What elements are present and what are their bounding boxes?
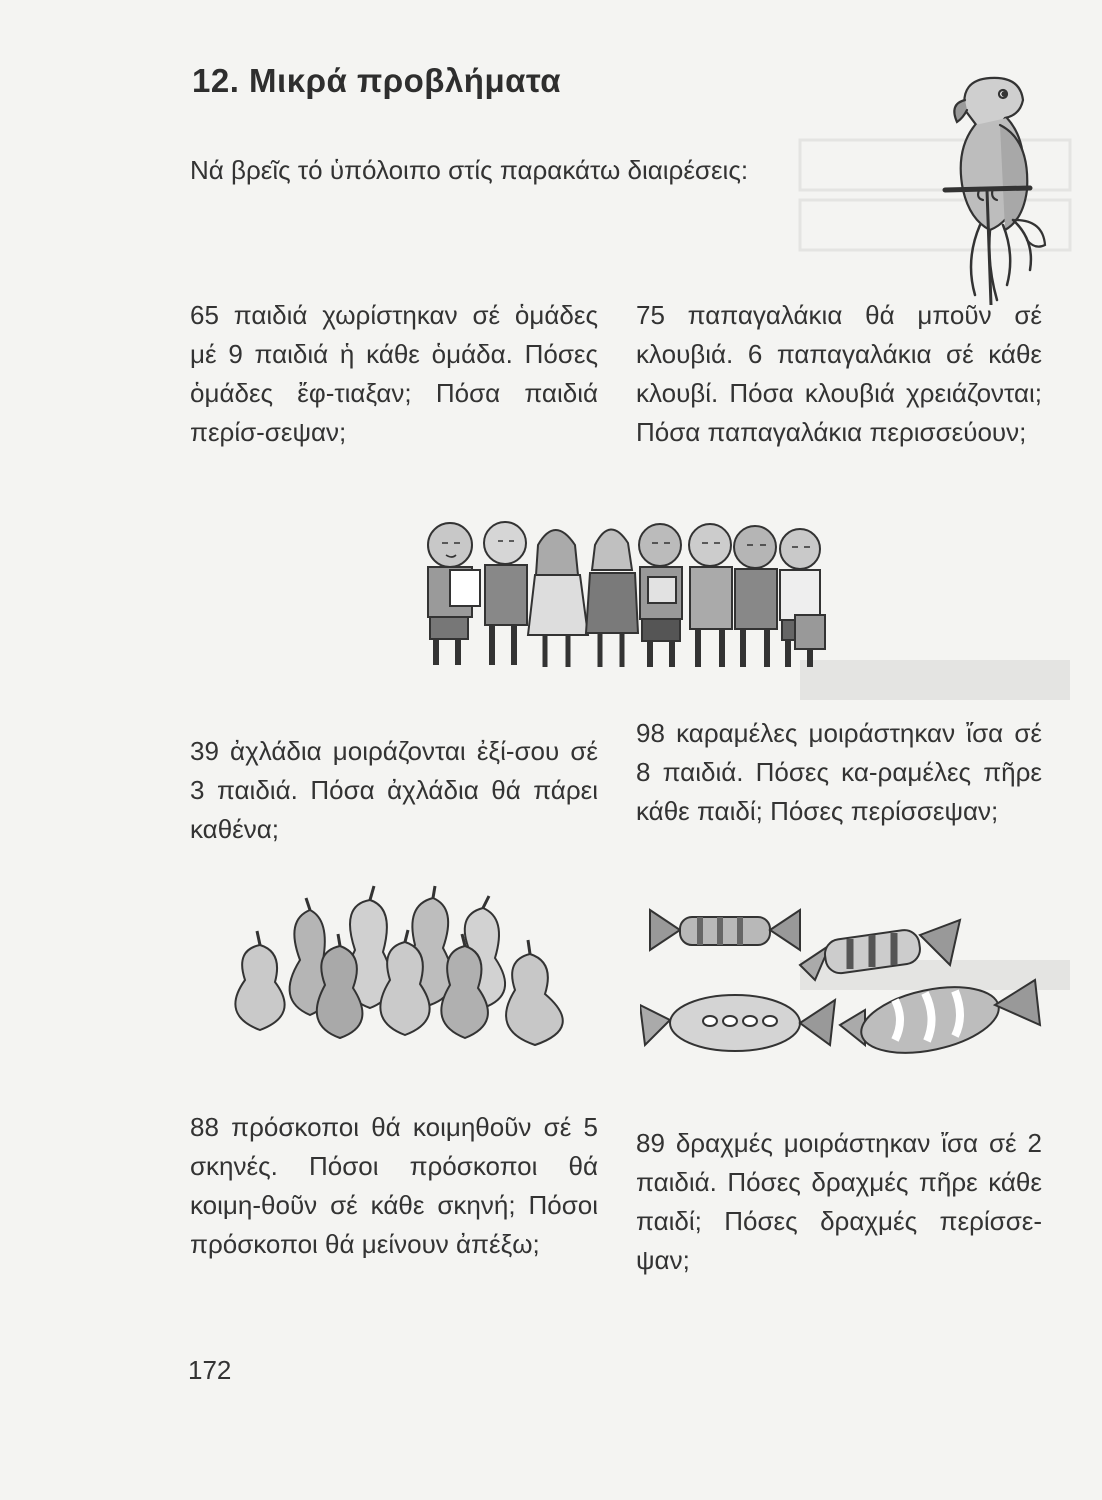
problem-4-text: 98 καραμέλες μοιράστηκαν ἴσα σέ 8 παιδιά. Πόσες κα-ραμέλες πῆρε κάθε παιδί; Πόσες περίσσεψαν; xyxy=(636,718,1042,826)
parrot-illustration xyxy=(935,70,1050,305)
instruction-text: Νά βρεῖς τό ὑπόλοιπο στίς παρακάτω διαιρέσεις: xyxy=(190,155,749,185)
problem-2-text: 75 παπαγαλάκια θά μποῦν σέ κλουβιά. 6 παπαγαλάκια σέ κάθε κλουβί. Πόσα κλουβιά χρειάζονται; Πόσα παπαγαλάκια περισσεύουν; xyxy=(636,300,1042,447)
problem-6-text: 89 δραχμές μοιράστηκαν ἴσα σέ 2 παιδιά. Πόσες δραχμές πῆρε κάθε παιδί; Πόσες δραχμές περίσσε-ψαν; xyxy=(636,1128,1042,1275)
candies-illustration xyxy=(640,905,1050,1060)
page-number: 172 xyxy=(188,1355,232,1385)
problem-5-text: 88 πρόσκοποι θά κοιμηθοῦν σέ 5 σκηνές. Πόσοι πρόσκοποι θά κοιμη-θοῦν σέ κάθε σκηνή; Πόσοι πρόσκοποι θά μείνουν ἀπέξω; xyxy=(190,1112,598,1259)
children-group-illustration xyxy=(410,515,830,680)
pears-pile-illustration xyxy=(205,880,590,1055)
problem-1-text: 65 παιδιά χωρίστηκαν σέ ὁμάδες μέ 9 παιδιά ἡ κάθε ὁμάδα. Πόσες ὁμάδες ἔφ-τιαξαν; Πόσα παιδιά περίσ-σεψαν; xyxy=(190,300,598,447)
page-title: 12. Μικρά προβλήματα xyxy=(192,62,562,99)
problem-3-text: 39 ἀχλάδια μοιράζονται ἐξί-σου σέ 3 παιδιά. Πόσα ἀχλάδια θά πάρει καθένα; xyxy=(190,736,598,844)
